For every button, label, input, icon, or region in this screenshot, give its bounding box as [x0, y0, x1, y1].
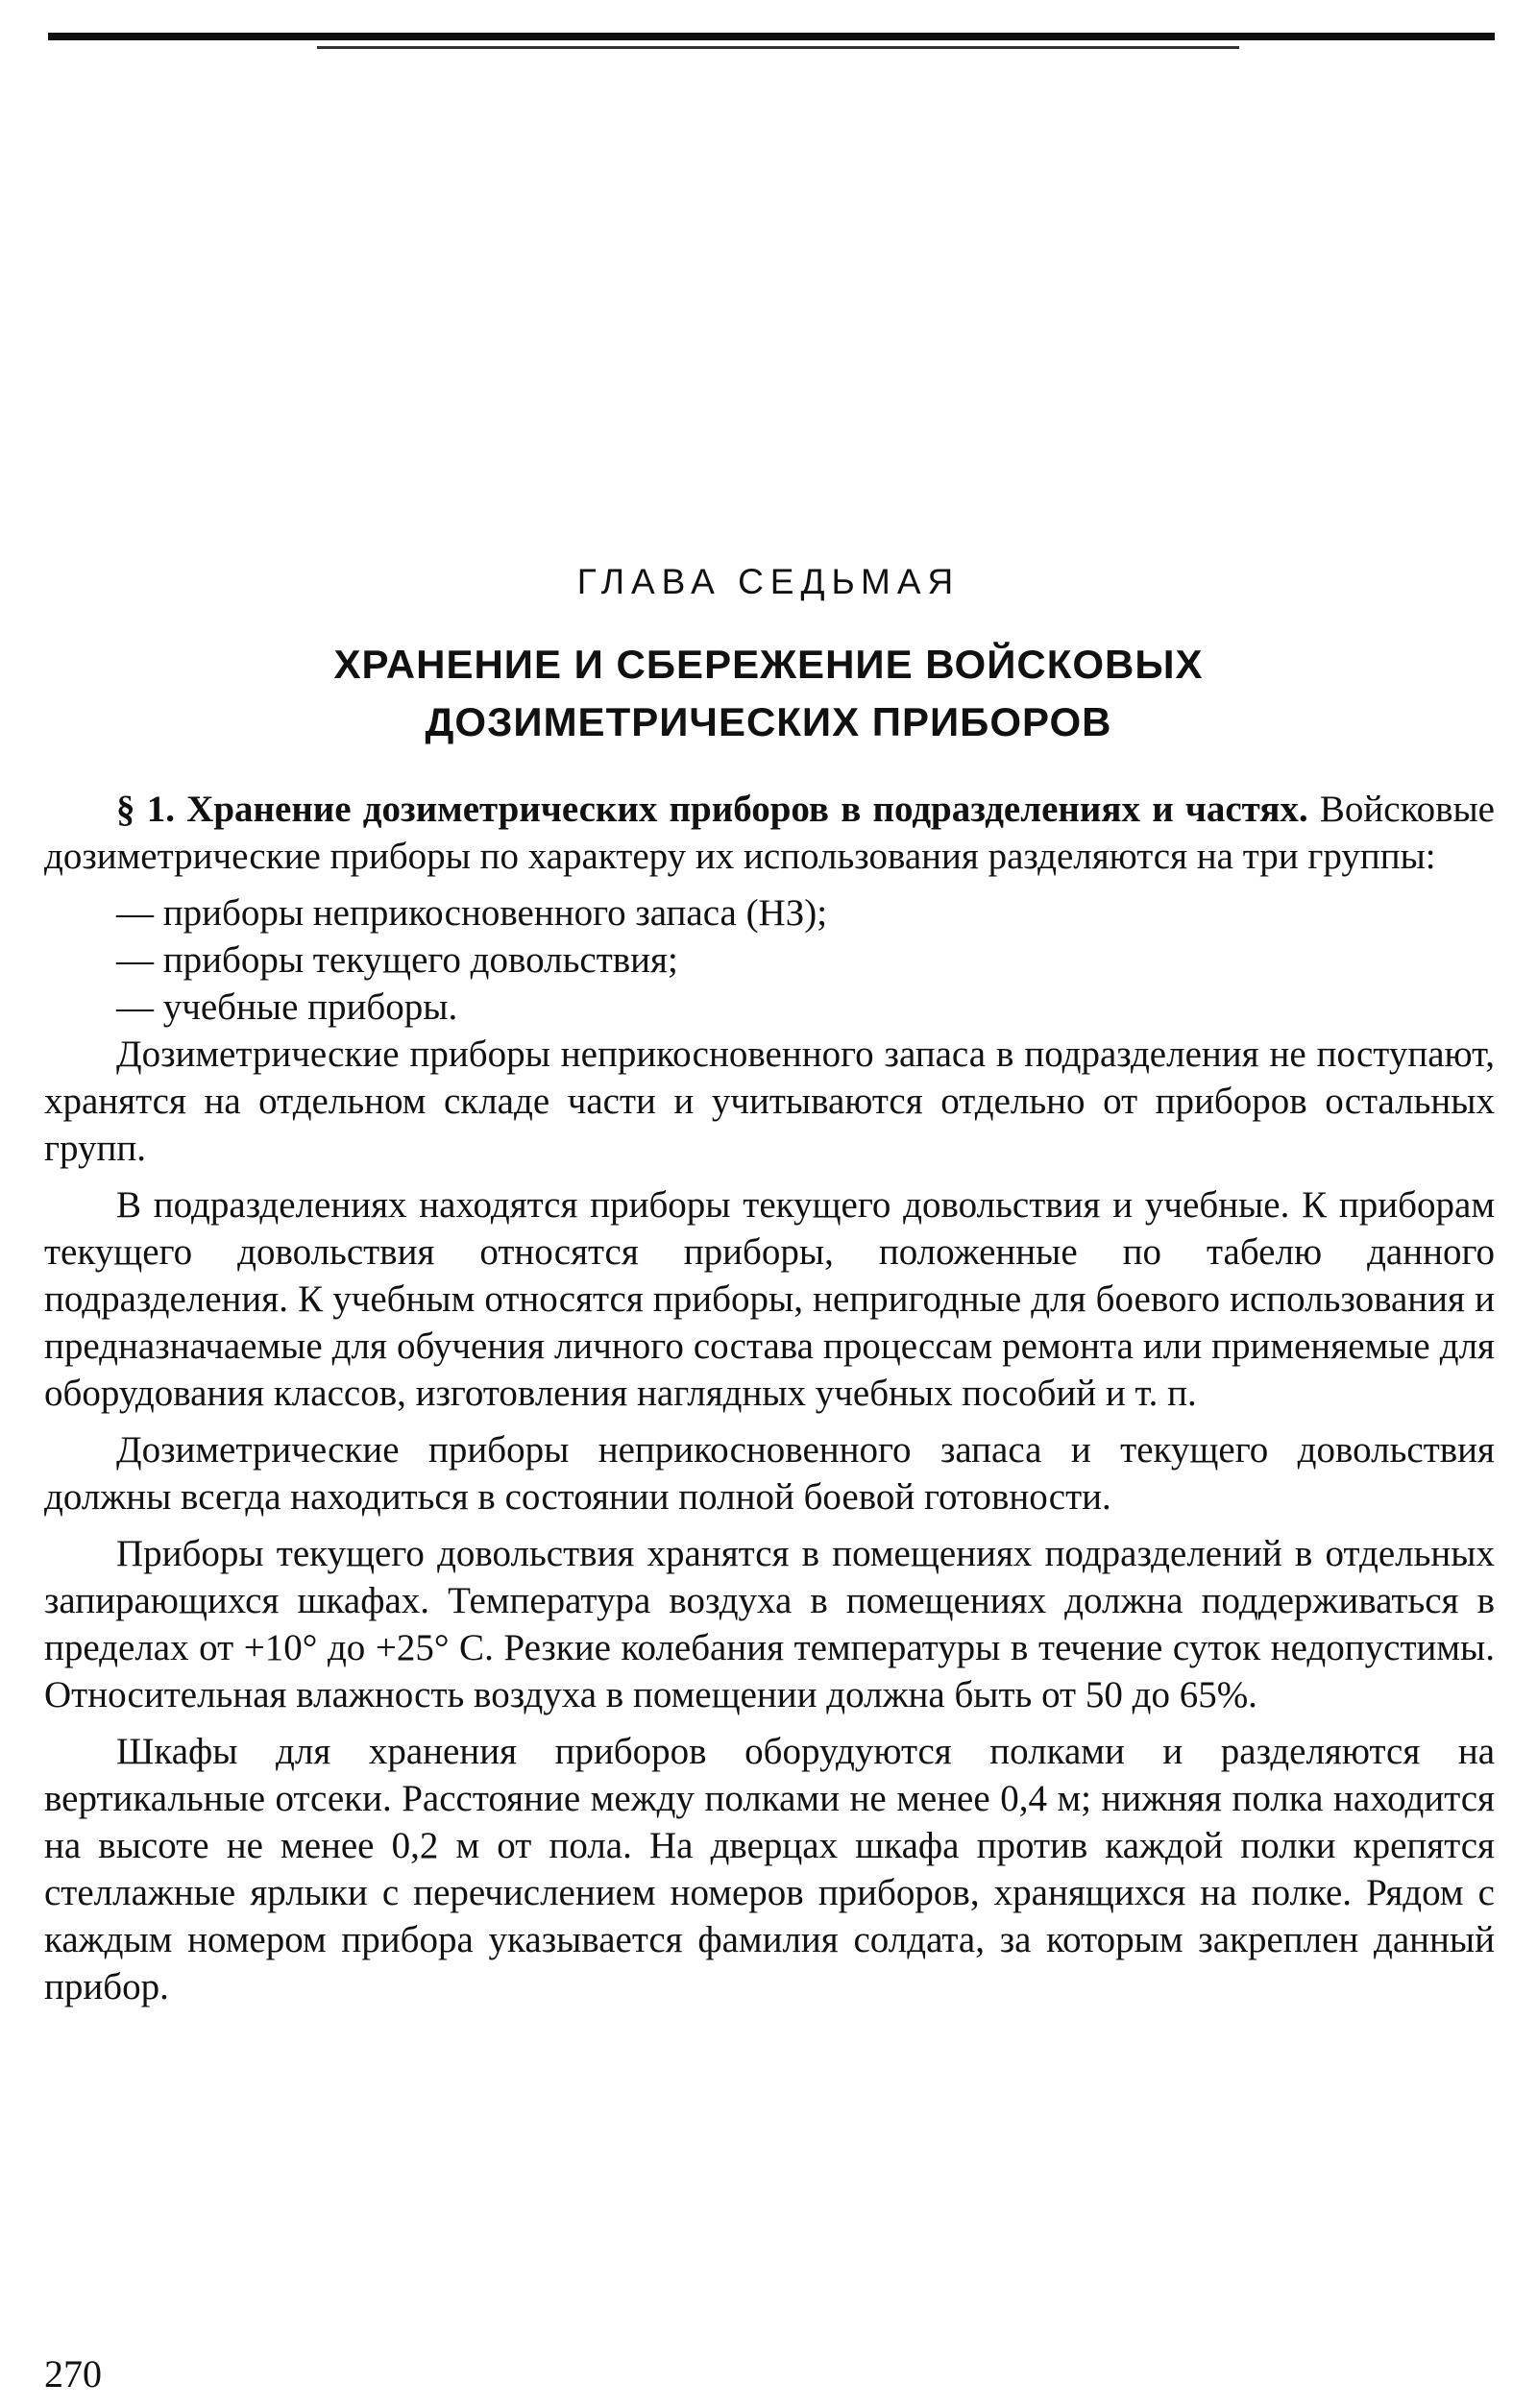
top-rule-secondary	[317, 46, 1239, 49]
list-item-training: — учебные приборы.	[116, 986, 458, 1028]
list-item-current: — приборы текущего довольствия;	[116, 939, 678, 981]
section-intro: Войсковые дозиметрические приборы по характеру их использования разделяются на три группы:	[44, 789, 1495, 877]
section-intro-paragraph	[44, 786, 1495, 880]
chapter-title	[0, 636, 1537, 751]
section-heading: § 1. Хранение дозиметрических приборов в подразделениях и частях.	[116, 789, 1308, 830]
chapter-title-line-2: ДОЗИМЕТРИЧЕСКИХ ПРИБОРОВ	[425, 699, 1112, 744]
chapter-label: ГЛАВА СЕДЬМАЯ	[576, 562, 961, 601]
chapter-title-line-1: ХРАНЕНИЕ И СБЕРЕЖЕНИЕ ВОЙСКОВЫХ	[333, 642, 1204, 687]
paragraph-nz-storage: Дозиметрические приборы неприкосновенного запаса в подразделения не поступают, хранятся на отдельном складе части и учитываются отдельно от приборов остальных групп.	[44, 1034, 1495, 1169]
page-number: 270	[44, 2352, 102, 2396]
top-rule	[48, 33, 1495, 40]
paragraph-cabinets: Шкафы для хранения приборов оборудуются полками и разделяются на вертикальные отсеки. Расстояние между полками не менее 0,4 м; нижняя полка находится на высоте не менее 0,2 м от пола. На дверцах шкафа против каждой полки крепятся стеллажные ярлыки с перечислением номеров приборов, хранящихся на полке. Рядом с каждым номером прибора указывается фамилия солдата, за которым закреплен данный прибор.	[44, 1731, 1495, 2007]
paragraph-readiness: Дозиметрические приборы неприкосновенного запаса и текущего довольствия должны всегда находиться в состоянии полной боевой готовности.	[44, 1429, 1495, 1518]
paragraph-subdivision-devices: В подразделениях находятся приборы текущего довольствия и учебные. К приборам текущего довольствия относятся приборы, положенные по табелю данного подразделения. К учебным относятся приборы, непригодные для боевого использования и предназначаемые для обучения личного состава процессам ремонта или применяемые для оборудования классов, изготовления наглядных учебных пособий и т. п.	[44, 1184, 1495, 1414]
list-item-nz: — приборы неприкосновенного запаса (НЗ);	[116, 892, 828, 934]
body-text	[44, 786, 1495, 2020]
paragraph-storage-conditions: Приборы текущего довольствия хранятся в помещениях подразделений в отдельных запирающихся шкафах. Температура воздуха в помещениях должна поддерживаться в пределах от +10° до +25° С. Резкие колебания температуры в течение суток недопустимы. Относительная влажность воздуха в помещении должна быть от 50 до 65%.	[44, 1533, 1495, 1715]
